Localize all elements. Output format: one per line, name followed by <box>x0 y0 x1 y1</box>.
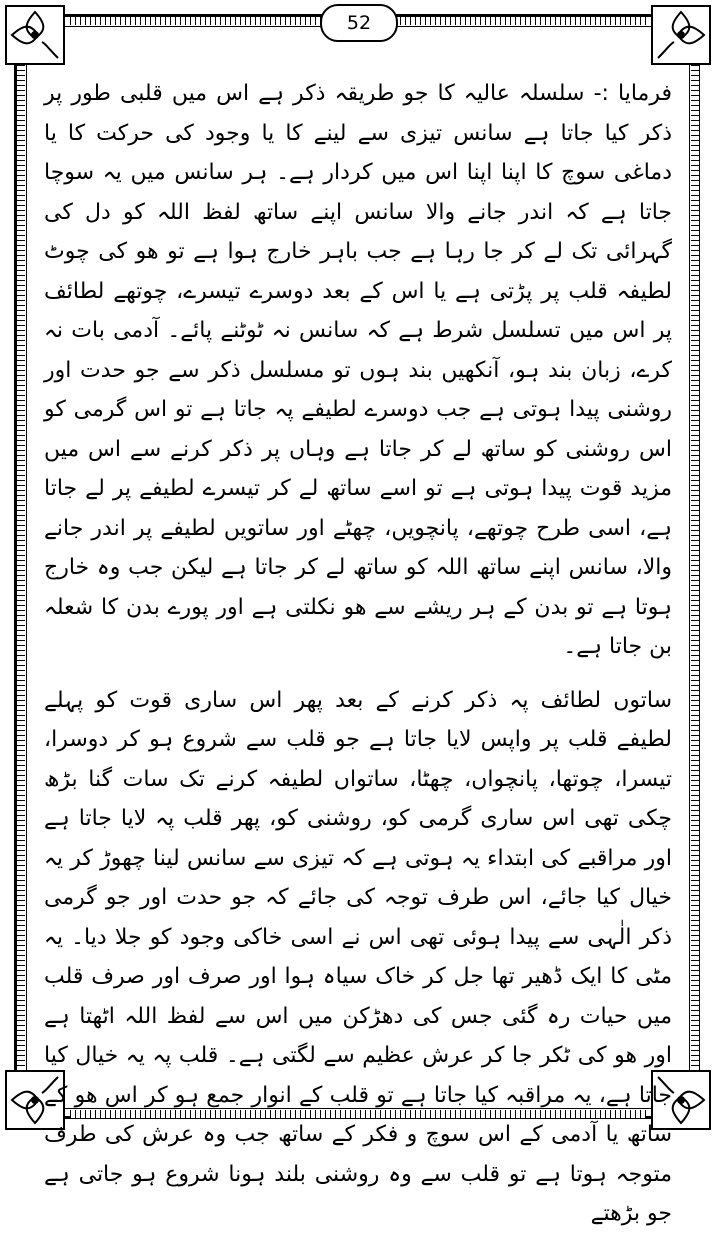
frame-hatch-right <box>691 60 699 1075</box>
paragraph-1: فرمایا :- سلسلہ عالیہ کا جو طریقہ ذکر ہے اس میں قلبی طور پر ذکر کیا جاتا ہے سانس تیزی سے لینے کا یا وجود کی حرکت کا یا دماغی سوچ کا اپنا اپنا اس میں کردار ہے۔ ہر سانس میں یہ سوچا جاتا ہے کہ اندر جانے والا سانس اپنے ساتھ لفظ اللہ کو دل کی گہرائی تک لے کر جا رہا ہے جب باہر خارج ہوا ہے تو ھو کی چوٹ لطیفہ قلب پر پڑتی ہے یا اس کے بعد دوسرے تیسرے، چوتھے لطائف پر اس میں تسلسل شرط ہے کہ سانس نہ ٹوٹنے پائے۔ آدمی بات نہ کرے، زبان بند ہو، آنکھیں بند ہوں تو مسلسل ذکر سے جو حدت اور روشنی پیدا ہوتی ہے جب دوسرے لطیفے پہ جاتا ہے تو اس گرمی کو اس روشنی کو ساتھ لے کر جاتا ہے وہاں پر ذکر کرنے سے اس میں مزید قوت پیدا ہوتی ہے تو اسے ساتھ لے کر تیسرے لطیفے پر لے جاتا ہے، اسی طرح چوتھے، پانچویں، چھٹے اور ساتویں لطیفے پر اندر جانے والا، سانس اپنے ساتھ اللہ کو ساتھ لے کر جاتا ہے لیکن جب وہ خارج ہوتا ہے تو بدن کے ہر ریشے سے ھو نکلتی ہے اور پورے بدن کا شعلہ بن جاتا ہے۔ <box>44 81 672 659</box>
corner-ornament-icon <box>4 4 66 66</box>
page-body <box>44 74 672 1226</box>
page-number-cartouche <box>320 4 398 42</box>
corner-ornament-icon <box>650 4 712 66</box>
paragraph-2: ساتوں لطائف پہ ذکر کرنے کے بعد پھر اس ساری قوت کو پہلے لطیفے قلب پر واپس لایا جاتا ہے جو قلب سے شروع ہو کر دوسرا، تیسرا، چوتھا، پانچواں، چھٹا، ساتواں لطیفہ کرنے تک سات گنا بڑھ چکی تھی اس ساری گرمی کو، روشنی کو، پھر قلب پہ لایا جاتا ہے اور مراقبے کی ابتداء یہ ہوتی ہے کہ تیزی سے سانس لینا چھوڑ کر یہ خیال کیا جائے، اس طرف توجہ کی جائے کہ جو حدت اور جو گرمی ذکر الٰہی سے پیدا ہوئی تھی اس نے اسی خاکی وجود کو جلا دیا۔ یہ مٹی کا ایک ڈھیر تھا جل کر خاک سیاہ ہوا اور صرف اور صرف قلب میں حیات رہ گئی جس کی دھڑکن میں اس سے لفظ اللہ اٹھتا ہے اور ھو کی ٹکر جا کر عرش عظیم سے لگتی ہے۔ قلب پہ یہ خیال کیا جاتا ہے، یہ مراقبہ کیا جاتا ہے تو قلب کے انوار جمع ہو کر اس ھو کے ساتھ یا آدمی کے اس سوچ و فکر کے ساتھ جب وہ عرش کی طرف متوجہ ہوتا ہے تو قلب سے وہ روشنی بلند ہونا شروع ہو جاتی ہے جو بڑھتے <box>44 687 672 1226</box>
page-number: 52 <box>346 12 372 34</box>
frame-hatch-left <box>17 60 25 1075</box>
